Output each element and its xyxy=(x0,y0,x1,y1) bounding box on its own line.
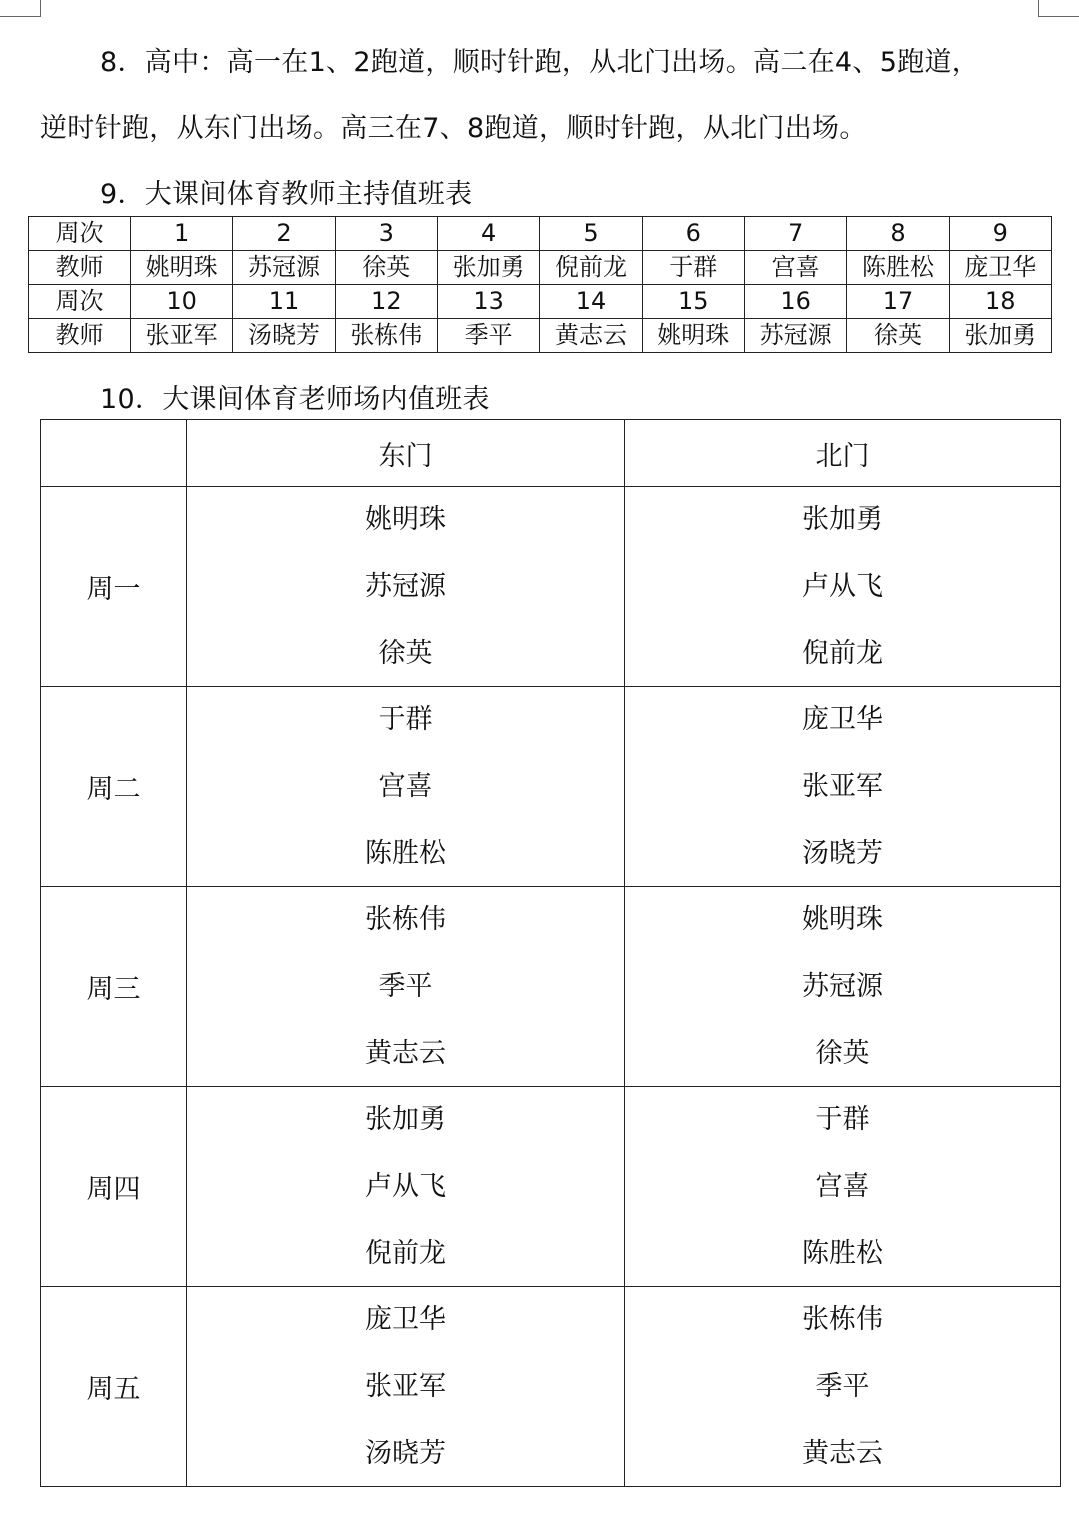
east-gate-cell xyxy=(187,1087,625,1287)
column-header-north-gate: 北门 xyxy=(625,420,1061,487)
table-row xyxy=(29,285,1052,319)
table-cell: 季平 xyxy=(437,319,539,353)
field-duty-table xyxy=(40,419,1061,1487)
east-gate-cell xyxy=(187,887,625,1087)
table-row xyxy=(41,887,1061,1087)
teacher-name: 徐英 xyxy=(378,637,433,669)
north-gate-cell xyxy=(625,687,1061,887)
teacher-name: 卢从飞 xyxy=(802,570,883,602)
table-cell: 黄志云 xyxy=(540,319,642,353)
east-gate-cell xyxy=(187,487,625,687)
table-cell: 11 xyxy=(233,285,335,319)
table-cell: 13 xyxy=(437,285,539,319)
teacher-name: 陈胜松 xyxy=(365,837,446,869)
teacher-name: 苏冠源 xyxy=(365,570,446,602)
corner-cell xyxy=(41,420,187,487)
table-cell: 庞卫华 xyxy=(949,251,1051,285)
table-cell: 倪前龙 xyxy=(540,251,642,285)
table-cell: 12 xyxy=(335,285,437,319)
table-cell: 姚明珠 xyxy=(642,319,744,353)
table-cell: 苏冠源 xyxy=(233,251,335,285)
table-cell: 张加勇 xyxy=(949,319,1051,353)
north-gate-cell xyxy=(625,1287,1061,1487)
table-cell: 徐英 xyxy=(335,251,437,285)
day-label: 周五 xyxy=(41,1287,187,1487)
table-cell: 张亚军 xyxy=(131,319,233,353)
table-row xyxy=(41,687,1061,887)
table-cell: 5 xyxy=(540,217,642,251)
table-cell: 汤晓芳 xyxy=(233,319,335,353)
row-label: 教师 xyxy=(29,319,131,353)
table-row xyxy=(41,1287,1061,1487)
table-cell: 16 xyxy=(744,285,846,319)
teacher-name: 于群 xyxy=(815,1103,870,1135)
row-label: 周次 xyxy=(29,285,131,319)
north-gate-cell xyxy=(625,487,1061,687)
teacher-name: 倪前龙 xyxy=(802,637,883,669)
teacher-name: 倪前龙 xyxy=(365,1237,446,1269)
day-label: 周一 xyxy=(41,487,187,687)
teacher-name: 汤晓芳 xyxy=(802,837,883,869)
teacher-name: 庞卫华 xyxy=(802,703,883,735)
teacher-name: 姚明珠 xyxy=(802,903,883,935)
table-cell: 8 xyxy=(847,217,949,251)
day-label: 周二 xyxy=(41,687,187,887)
table-cell: 15 xyxy=(642,285,744,319)
table-cell: 10 xyxy=(131,285,233,319)
table-cell: 17 xyxy=(847,285,949,319)
table-row xyxy=(29,319,1052,353)
teacher-name: 黄志云 xyxy=(802,1437,883,1469)
table-cell: 2 xyxy=(233,217,335,251)
table-cell: 3 xyxy=(335,217,437,251)
table-cell: 徐英 xyxy=(847,319,949,353)
teacher-name: 徐英 xyxy=(815,1037,870,1069)
teacher-name: 苏冠源 xyxy=(802,970,883,1002)
teacher-name: 季平 xyxy=(378,970,433,1002)
table-cell: 6 xyxy=(642,217,744,251)
table-cell: 9 xyxy=(949,217,1051,251)
table-cell: 于群 xyxy=(642,251,744,285)
column-header-east-gate: 东门 xyxy=(187,420,625,487)
table-row xyxy=(41,487,1061,687)
teacher-name: 宫喜 xyxy=(815,1170,870,1202)
table-cell: 14 xyxy=(540,285,642,319)
table-cell: 苏冠源 xyxy=(744,319,846,353)
row-label: 教师 xyxy=(29,251,131,285)
east-gate-cell xyxy=(187,1287,625,1487)
page-corner-mark-left xyxy=(0,0,41,17)
teacher-name: 黄志云 xyxy=(365,1037,446,1069)
teacher-name: 陈胜松 xyxy=(802,1237,883,1269)
table-cell: 张加勇 xyxy=(437,251,539,285)
paragraph-8-line-1: 8．高中：高一在1、2跑道，顺时针跑，从北门出场。高二在4、5跑道， xyxy=(100,47,980,78)
teacher-name: 张栋伟 xyxy=(802,1303,883,1335)
table-cell: 18 xyxy=(949,285,1051,319)
teacher-name: 张亚军 xyxy=(802,770,883,802)
row-label: 周次 xyxy=(29,217,131,251)
teacher-name: 张加勇 xyxy=(365,1103,446,1135)
teacher-name: 张亚军 xyxy=(365,1370,446,1402)
table-header-row xyxy=(41,420,1061,487)
paragraph-8-line-2: 逆时针跑，从东门出场。高三在7、8跑道，顺时针跑，从北门出场。 xyxy=(40,113,867,144)
table-cell: 1 xyxy=(131,217,233,251)
teacher-name: 卢从飞 xyxy=(365,1170,446,1202)
north-gate-cell xyxy=(625,887,1061,1087)
teacher-name: 张加勇 xyxy=(802,503,883,535)
table-row xyxy=(29,251,1052,285)
table-cell: 张栋伟 xyxy=(335,319,437,353)
teacher-name: 季平 xyxy=(815,1370,870,1402)
table-row xyxy=(41,1087,1061,1287)
north-gate-cell xyxy=(625,1087,1061,1287)
teacher-name: 汤晓芳 xyxy=(365,1437,446,1469)
teacher-name: 姚明珠 xyxy=(365,503,446,535)
table-row xyxy=(29,217,1052,251)
day-label: 周三 xyxy=(41,887,187,1087)
teacher-name: 张栋伟 xyxy=(365,903,446,935)
section-10-heading: 10．大课间体育老师场内值班表 xyxy=(100,384,490,415)
teacher-name: 于群 xyxy=(378,703,433,735)
east-gate-cell xyxy=(187,687,625,887)
table-cell: 7 xyxy=(744,217,846,251)
table-cell: 宫喜 xyxy=(744,251,846,285)
host-duty-table xyxy=(28,216,1052,353)
teacher-name: 庞卫华 xyxy=(365,1303,446,1335)
day-label: 周四 xyxy=(41,1087,187,1287)
table-cell: 4 xyxy=(437,217,539,251)
teacher-name: 宫喜 xyxy=(378,770,433,802)
table-cell: 陈胜松 xyxy=(847,251,949,285)
table-cell: 姚明珠 xyxy=(131,251,233,285)
page-corner-mark-right xyxy=(1038,0,1079,17)
section-9-heading: 9．大课间体育教师主持值班表 xyxy=(100,179,473,210)
